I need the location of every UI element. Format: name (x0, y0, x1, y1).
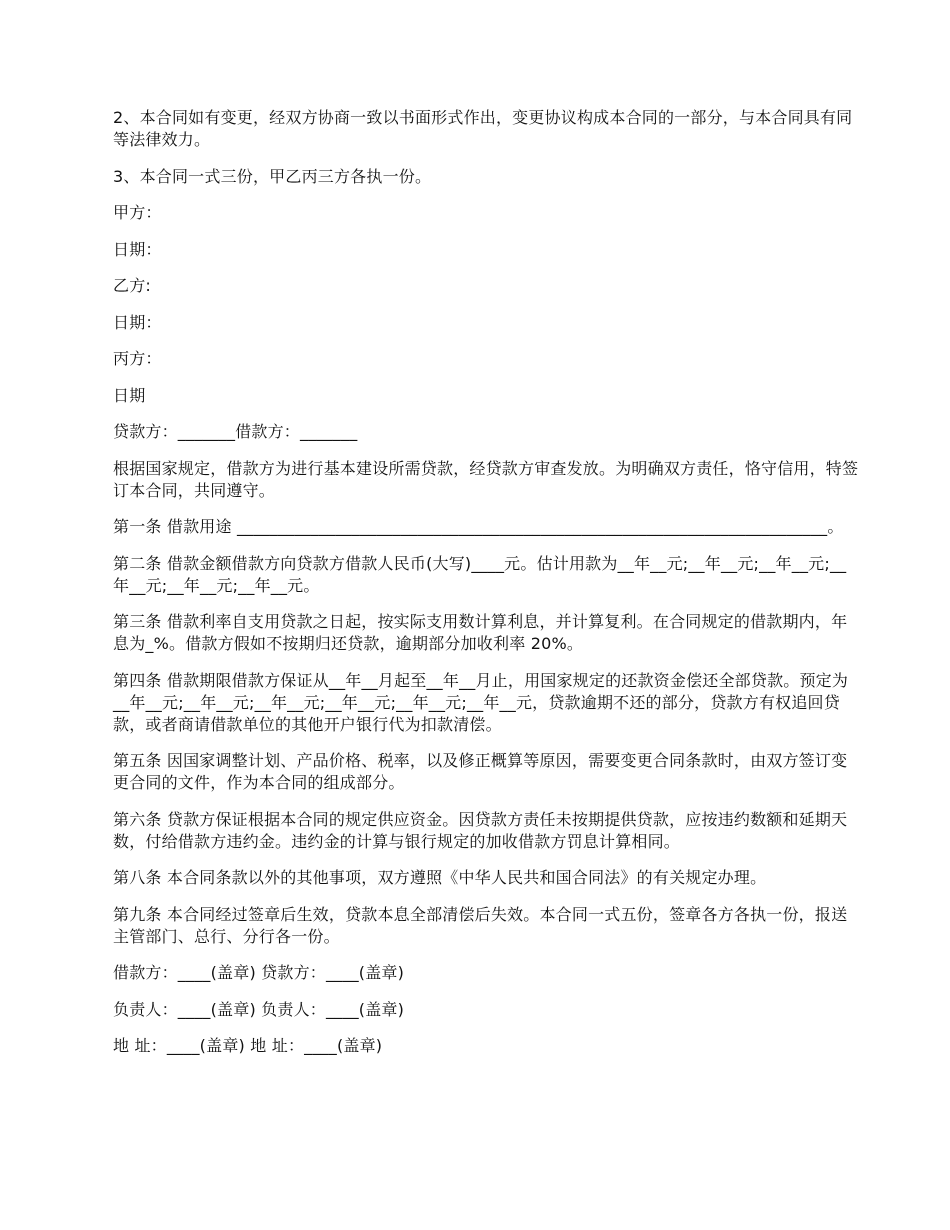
clause-2-amendment: 2、本合同如有变更，经双方协商一致以书面形式作出，变更协议构成本合同的一部分，与本合同具有同等法律效力。 (113, 108, 853, 149)
party-a-label: 甲方： (113, 203, 162, 222)
signature-responsible: 负责人：____(盖章) 负责人：____(盖章) (113, 999, 405, 1019)
party-c-date: 日期 (113, 385, 146, 405)
party-b-date: 日期： (113, 312, 162, 332)
article-5-changes: 第五条 因国家调整计划、产品价格、税率，以及修正概算等原因，需要变更合同条款时，由双方签订变更合同的文件，作为本合同的组成部分。 (113, 751, 848, 792)
article-1-purpose: 第一条 借款用途 ________________________________________________________________________。 (113, 517, 844, 536)
article-2-amount: 第二条 借款金额借款方向贷款方借款人民币(大写)____元。估计用款为__年__元;__年__元;__年__元;__年__元;__年__元;__年__元。 (113, 553, 847, 595)
article-9-effect: 第九条 本合同经过签章后生效，贷款本息全部清偿后失效。本合同一式五份，签章各方各执一份，报送主管部门、总行、分行各一份。 (113, 904, 848, 946)
article-8-other-matters: 第八条 本合同条款以外的其他事项，双方遵照《中华人民共和国合同法》的有关规定办理。 (113, 868, 767, 887)
article-4-term: 第四条 借款期限借款方保证从__年__月起至__年__月止，用国家规定的还款资金偿还全部贷款。预定为__年__元;__年__元;__年__元;__年__元;__年__元;__年__元，贷款逾期不还的部分，贷款方有权追回贷款，或者商请借款单位的其他开户银行代为扣款清偿。 (113, 670, 849, 734)
article-6-funding: 第六条 贷款方保证根据本合同的规定供应资金。因贷款方责任未按期提供贷款，应按违约数额和延期天数，付给借款方违约金。违约金的计算与银行规定的加收借款方罚息计算相同。 (113, 809, 848, 851)
lender-borrower-line: 贷款方：_______借款方：_______ (113, 422, 358, 441)
signature-parties: 借款方：____(盖章) 贷款方：____(盖章) (113, 963, 405, 982)
preamble: 根据国家规定，借款方为进行基本建设所需贷款，经贷款方审查发放。为明确双方责任，恪守信用，特签订本合同，共同遵守。 (113, 458, 859, 500)
party-b-label: 乙方: (113, 276, 151, 295)
clause-3-copies: 3、本合同一式三份，甲乙丙三方各执一份。 (113, 166, 432, 186)
signature-address: 地 址：____(盖章) 地 址：____(盖章) (113, 1036, 383, 1055)
party-c-label: 丙方： (113, 349, 162, 368)
article-3-interest: 第三条 借款利率自支用贷款之日起，按实际支用数计算利息，并计算复利。在合同规定的借款期内，年息为_%。借款方假如不按期归还贷款，逾期部分加收利率 20%。 (113, 612, 848, 653)
party-a-date: 日期： (113, 239, 162, 259)
